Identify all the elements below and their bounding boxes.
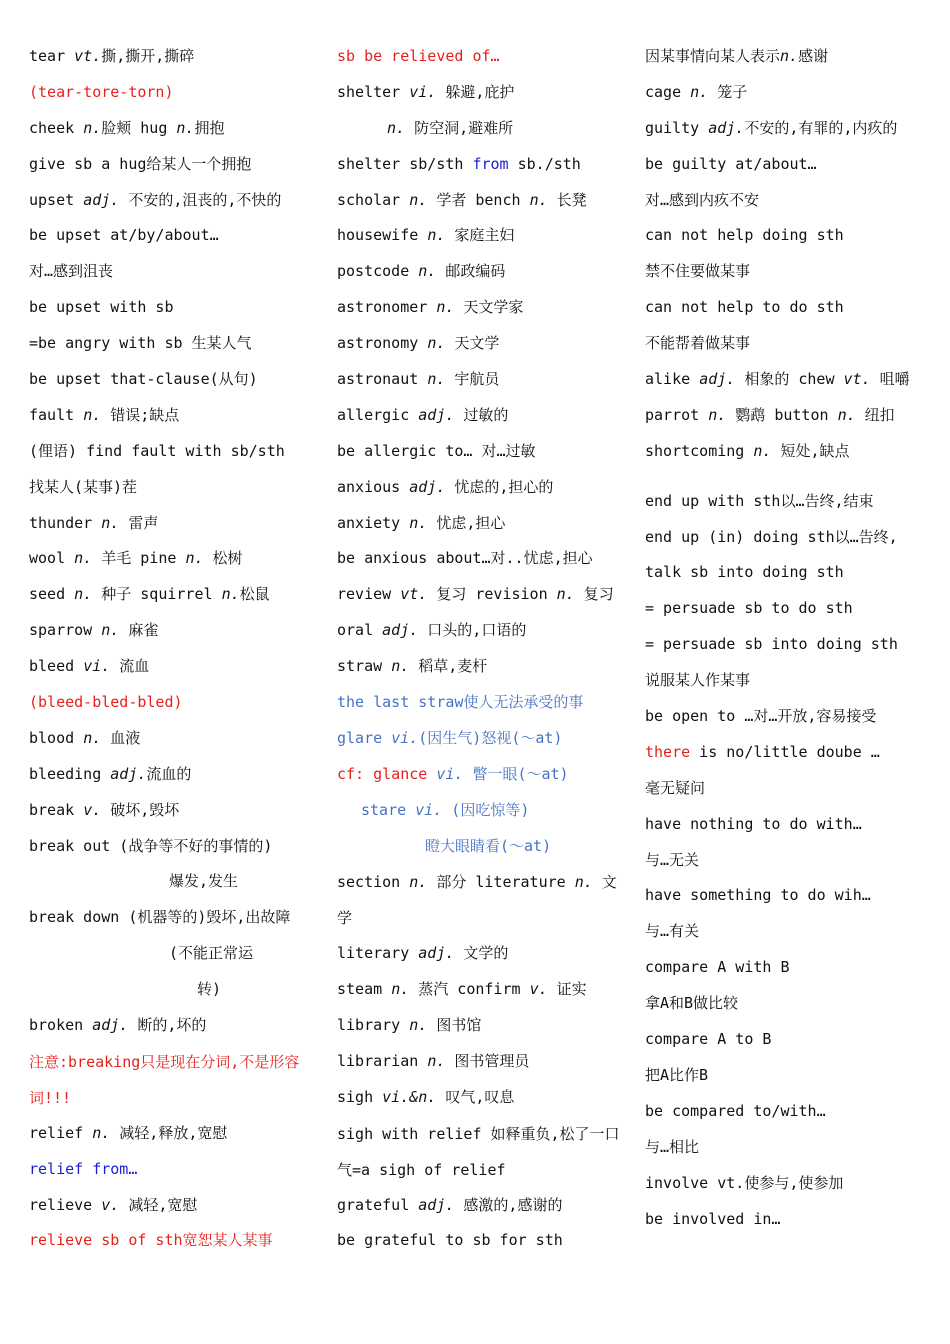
vocab-line: [29, 758, 319, 794]
vocab-segment: 防空洞,避难所: [405, 118, 514, 137]
vocab-line: [645, 736, 935, 772]
vocab-line: [29, 184, 319, 220]
vocab-segment: v.: [83, 800, 102, 819]
vocab-segment: wool: [29, 549, 75, 568]
vocab-line: [337, 76, 627, 112]
vocab-line: [29, 794, 319, 830]
vocab-segment: 部分 literature: [427, 873, 575, 892]
vocab-line: 把A比作B: [645, 1065, 709, 1084]
vocab-segment: n.: [387, 118, 406, 137]
vocab-line: sigh with relief 如释重负,松了一口气=a sigh of relief: [337, 1124, 620, 1179]
vocab-segment: n.: [690, 82, 709, 101]
vocab-line: 不能帮着做某事: [645, 334, 751, 353]
vocab-segment: from: [472, 154, 509, 173]
vocab-segment: v.: [101, 1195, 120, 1214]
vocab-segment: 流血的: [146, 764, 192, 783]
column-right: [645, 40, 935, 1238]
vocab-segment: parrot: [645, 405, 709, 424]
vocab-segment: 短处,缺点: [771, 441, 850, 460]
vocab-line: [337, 184, 627, 220]
vocab-segment: n.: [427, 334, 446, 353]
vocab-segment: 纽扣: [855, 405, 895, 424]
vocab-line: [29, 578, 319, 614]
vocab-line: involve vt.使参与,使参加: [645, 1173, 844, 1192]
vocab-segment: adj.: [418, 944, 455, 963]
vocab-line: 说服某人作某事: [645, 671, 751, 690]
vocab-segment: astronomy: [337, 334, 428, 353]
vocab-line: [337, 471, 627, 507]
vocab-segment: 邮政编码: [436, 262, 506, 281]
vocab-segment: broken: [29, 1016, 93, 1035]
vocab-line: relieve sb of sth宽恕某人某事: [29, 1231, 273, 1250]
vocab-line: = persuade sb to do sth: [645, 599, 853, 618]
vocab-line: be grateful to sb for sth: [337, 1231, 563, 1250]
vocab-segment: cf: glance: [337, 764, 437, 783]
vocab-segment: n.: [436, 298, 455, 317]
vocab-segment: 复习: [574, 585, 614, 604]
vocab-line: [337, 614, 627, 650]
vocab-segment: vi.: [415, 800, 443, 819]
vocab-segment: 不安的,沮丧的,不快的: [119, 190, 282, 209]
vocab-line: [645, 399, 935, 435]
vocab-segment: literary: [337, 944, 419, 963]
vocab-segment: grateful: [337, 1195, 419, 1214]
vocab-line: [645, 363, 935, 399]
vocab-segment: n.: [185, 549, 204, 568]
vocab-segment: n.: [83, 118, 102, 137]
vocab-segment: adj.: [699, 370, 736, 389]
vocab-segment: sparrow: [29, 621, 102, 640]
vocab-line: 注意:breaking只是现在分词,不是形容词!!!: [29, 1052, 300, 1107]
vocab-line: [337, 148, 627, 184]
vocab-segment: n.: [418, 262, 437, 281]
vocab-line: (俚语) find fault with sb/sth: [29, 441, 285, 460]
vocab-segment: adj.: [110, 764, 147, 783]
vocab-segment: adj.: [418, 1195, 455, 1214]
vocab-line: [29, 1009, 319, 1045]
vocab-segment: n.: [837, 405, 856, 424]
vocab-segment: steam: [337, 980, 392, 999]
vocab-segment: 长凳: [547, 190, 587, 209]
vocab-segment: 鹦鹉 button: [726, 405, 838, 424]
vocab-segment: fault: [29, 405, 84, 424]
vocab-segment: section: [337, 873, 410, 892]
vocab-line: [29, 614, 319, 650]
vocab-segment: anxious: [337, 477, 410, 496]
vocab-line: [337, 219, 627, 255]
vocab-segment: 断的,坏的: [128, 1016, 207, 1035]
vocab-segment: relief: [29, 1123, 93, 1142]
vocab-segment: 忧虑的,担心的: [445, 477, 554, 496]
vocab-line: be involved in…: [645, 1209, 781, 1228]
vocab-segment: sb./sth: [508, 154, 581, 173]
vocab-segment: adj.: [409, 477, 446, 496]
vocab-line: [29, 40, 319, 76]
vocab-segment: 松树: [203, 549, 243, 568]
vocab-segment: 复习 revision: [427, 585, 557, 604]
vocab-line: [337, 578, 627, 614]
vocab-segment: vi.: [391, 728, 419, 747]
vocab-line: [29, 542, 319, 578]
vocab-segment: adj.: [418, 405, 455, 424]
vocab-line: = persuade sb into doing sth: [645, 635, 898, 654]
vocab-line: [337, 650, 627, 686]
vocab-line: [645, 76, 935, 112]
vocab-line: [337, 327, 627, 363]
vocab-segment: n.: [409, 873, 428, 892]
vocab-segment: astronomer: [337, 298, 437, 317]
vocab-segment: n.: [83, 405, 102, 424]
vocab-segment: shortcoming: [645, 441, 754, 460]
vocab-segment: cheek: [29, 118, 84, 137]
vocab-segment: cage: [645, 82, 691, 101]
vocab-line: end up with sth以…告终,结束: [645, 491, 874, 510]
vocab-segment: n.: [556, 585, 575, 604]
vocab-segment: 减轻,宽慰: [119, 1195, 198, 1214]
vocab-line: (bleed-bled-bled): [29, 693, 183, 712]
vocab-line: [337, 255, 627, 291]
vocab-segment: alike: [645, 370, 700, 389]
vocab-line: 拿A和B做比较: [645, 994, 739, 1013]
vocab-segment: housewife: [337, 226, 428, 245]
vocab-segment: 感谢: [798, 47, 829, 65]
vocab-line: 与…有关: [645, 922, 700, 941]
vocab-segment: scholar: [337, 190, 410, 209]
vocab-line: 瞪大眼睛看(～at): [425, 836, 552, 855]
vocab-segment: n.: [92, 1123, 111, 1142]
vocab-segment: 稻草,麦杆: [409, 657, 488, 676]
vocab-segment: bleeding: [29, 764, 111, 783]
vocab-line: (tear-tore-torn): [29, 82, 174, 101]
vocab-segment: n.: [780, 47, 799, 65]
vocab-segment: astronaut: [337, 370, 428, 389]
vocab-segment: 破坏,毁坏: [101, 800, 180, 819]
vocab-segment: adj.: [92, 1016, 129, 1035]
vocab-line: break out (战争等不好的事情的): [29, 836, 273, 855]
vocab-segment: review: [337, 585, 401, 604]
vocab-segment: n.: [427, 1051, 446, 1070]
vocab-segment: 相象的 chew: [735, 370, 844, 389]
vocab-line: [337, 363, 627, 399]
vocab-line: can not help to do sth: [645, 298, 844, 317]
vocab-line: [29, 650, 319, 686]
vocab-line: be compared to/with…: [645, 1101, 826, 1120]
vocab-line: be upset with sb: [29, 298, 174, 317]
vocab-line: [29, 722, 319, 758]
vocab-segment: 家庭主妇: [445, 226, 515, 245]
vocab-segment: seed: [29, 585, 75, 604]
vocab-line: compare A with B: [645, 958, 790, 977]
vocab-segment: 因某事情向某人表示: [645, 47, 781, 65]
vocab-line: [645, 40, 935, 76]
vocab-line: [337, 291, 627, 327]
vocab-line: 毫无疑问: [645, 778, 706, 797]
vocab-line: relief from…: [29, 1159, 138, 1178]
vocab-segment: upset: [29, 190, 84, 209]
vocab-segment: 减轻,释放,宽慰: [110, 1123, 228, 1142]
vocab-segment: 流血: [110, 657, 150, 676]
vocab-segment: break: [29, 800, 84, 819]
vocab-segment: n.: [708, 405, 727, 424]
vocab-segment: n.: [409, 190, 428, 209]
vocab-line: [337, 112, 627, 148]
vocab-segment: (因吃惊等): [442, 800, 530, 819]
vocab-segment: n.: [74, 549, 93, 568]
vocab-segment: 麻雀: [119, 621, 159, 640]
vocab-segment: oral: [337, 621, 383, 640]
vocab-line: [29, 399, 319, 435]
vocab-segment: postcode: [337, 262, 419, 281]
vocab-line: 与…相比: [645, 1137, 700, 1156]
vocab-line: =be angry with sb 生某人气: [29, 334, 252, 353]
vocab-segment: there: [645, 742, 691, 761]
vocab-line: can not help doing sth: [645, 226, 844, 245]
column-middle: [337, 40, 627, 1260]
vocab-segment: adj.: [708, 118, 745, 137]
vocab-segment: adj.: [382, 621, 419, 640]
vocab-line: the last straw使人无法承受的事: [337, 693, 584, 712]
vocab-segment: n.: [391, 657, 410, 676]
vocab-segment: 学者 bench: [427, 190, 530, 209]
vocab-line: 转): [197, 980, 222, 999]
vocab-segment: glare: [337, 728, 392, 747]
vocab-line: 找某人(某事)茬: [29, 477, 138, 496]
vocab-segment: library: [337, 1016, 410, 1035]
column-left: [29, 40, 319, 1260]
vocab-line: end up (in) doing sth以…告终,: [645, 527, 898, 546]
blank-line: [645, 471, 935, 485]
vocab-segment: n.: [529, 190, 548, 209]
vocab-line: be open to …对…开放,容易接受: [645, 707, 877, 726]
vocab-segment: 天文学家: [454, 298, 524, 317]
vocab-line: [29, 507, 319, 543]
vocab-segment: n.: [409, 1016, 428, 1035]
vocab-segment: vi.: [436, 764, 464, 783]
vocab-line: 与…无关: [645, 850, 700, 869]
vocab-segment: 撕,撕开,撕碎: [101, 47, 195, 65]
vocab-segment: 脸颊 hug: [101, 118, 177, 137]
vocab-line: [29, 1117, 319, 1153]
vocab-segment: n.: [101, 621, 120, 640]
vocab-segment: 叹气,叹息: [436, 1087, 515, 1106]
vocab-line: [337, 758, 627, 794]
vocab-line: [337, 722, 627, 758]
vocab-line: [337, 1189, 627, 1225]
vocab-line: have something to do wih…: [645, 886, 871, 905]
vocab-segment: vt.: [74, 47, 102, 65]
vocab-segment: 文学的: [454, 944, 509, 963]
vocab-segment: anxiety: [337, 513, 410, 532]
vocab-line: [645, 435, 935, 471]
vocab-segment: 图书管理员: [445, 1051, 530, 1070]
vocab-segment: n.: [409, 513, 428, 532]
vocab-segment: v.: [529, 980, 548, 999]
vocab-line: give sb a hug给某人一个拥抱: [29, 154, 252, 173]
vocab-segment: straw: [337, 657, 392, 676]
vocab-segment: (因生气)怒视(～at): [418, 728, 563, 747]
vocab-segment: 天文学: [445, 334, 500, 353]
vocab-segment: shelter: [337, 82, 410, 101]
vocab-segment: 忧虑,担心: [427, 513, 506, 532]
vocab-segment: sigh: [337, 1087, 383, 1106]
vocab-line: [337, 865, 627, 937]
vocab-line: be allergic to… 对…过敏: [337, 441, 536, 460]
vocab-segment: 不安的,有罪的,内疚的: [744, 118, 898, 137]
vocab-segment: vi.&n.: [382, 1087, 437, 1106]
vocab-line: break down (机器等的)毁坏,出故障: [29, 908, 291, 927]
vocab-segment: n.: [427, 226, 446, 245]
vocab-segment: n.: [574, 873, 593, 892]
vocab-line: [337, 937, 627, 973]
vocab-segment: n.: [427, 370, 446, 389]
vocab-segment: guilty: [645, 118, 709, 137]
vocab-line: [337, 794, 627, 830]
vocab-line: [337, 1009, 627, 1045]
vocab-segment: vi.: [409, 82, 437, 101]
vocab-line: [337, 973, 627, 1009]
vocab-segment: 笼子: [708, 82, 748, 101]
vocab-segment: 过敏的: [454, 405, 509, 424]
vocab-segment: n.: [753, 441, 772, 460]
vocab-segment: 雷声: [119, 513, 159, 532]
vocab-line: [29, 112, 319, 148]
vocab-segment: blood: [29, 728, 84, 747]
vocab-segment: 错误;缺点: [101, 405, 180, 424]
vocab-segment: vt.: [843, 370, 871, 389]
vocab-line: [337, 399, 627, 435]
vocab-line: 爆发,发生: [169, 872, 239, 891]
vocab-segment: 松鼠: [239, 585, 270, 604]
vocab-segment: 证实: [547, 980, 587, 999]
vocab-line: have nothing to do with…: [645, 814, 862, 833]
vocab-segment: n.: [83, 728, 102, 747]
vocab-segment: 瞥一眼(～at): [463, 764, 569, 783]
vocab-segment: vt.: [400, 585, 428, 604]
vocab-segment: adj.: [83, 190, 120, 209]
vocab-segment: 种子 squirrel: [92, 585, 222, 604]
vocab-segment: relieve: [29, 1195, 102, 1214]
vocab-line: [337, 1045, 627, 1081]
vocab-line: 禁不住要做某事: [645, 262, 751, 281]
vocab-line: [29, 1189, 319, 1225]
vocab-line: be guilty at/about…: [645, 154, 817, 173]
vocab-segment: stare: [361, 800, 416, 819]
vocab-segment: tear: [29, 47, 75, 65]
vocab-line: [337, 507, 627, 543]
vocab-segment: 羊毛 pine: [92, 549, 186, 568]
vocab-line: talk sb into doing sth: [645, 563, 844, 582]
vocab-segment: 拥抱: [194, 118, 225, 137]
vocab-line: 对…感到内疚不安: [645, 190, 760, 209]
vocab-line: [337, 1081, 627, 1117]
vocab-segment: 宇航员: [445, 370, 500, 389]
vocab-segment: is no/little doube …: [690, 742, 880, 761]
vocab-line: be anxious about…对..忧虑,担心: [337, 549, 593, 568]
vocab-segment: 图书馆: [427, 1016, 482, 1035]
vocab-line: (不能正常运: [169, 944, 254, 963]
vocab-segment: n.: [391, 980, 410, 999]
vocab-segment: n.: [74, 585, 93, 604]
vocab-segment: shelter sb/sth: [337, 154, 473, 173]
vocab-segment: 血液: [101, 728, 141, 747]
vocab-line: be upset that-clause(从句): [29, 370, 258, 389]
vocab-segment: n.: [221, 585, 240, 604]
vocab-segment: allergic: [337, 405, 419, 424]
vocab-segment: librarian: [337, 1051, 428, 1070]
vocab-segment: 感激的,感谢的: [454, 1195, 563, 1214]
vocab-segment: thunder: [29, 513, 102, 532]
vocab-segment: n.: [101, 513, 120, 532]
vocab-line: sb be relieved of…: [337, 47, 500, 65]
vocab-segment: 咀嚼: [870, 370, 910, 389]
vocab-line: compare A to B: [645, 1030, 772, 1049]
vocab-line: [645, 112, 935, 148]
vocab-segment: vi.: [83, 657, 111, 676]
vocab-segment: 口头的,口语的: [418, 621, 527, 640]
vocab-segment: n.: [176, 118, 195, 137]
vocab-segment: bleed: [29, 657, 84, 676]
vocab-line: be upset at/by/about…: [29, 226, 219, 245]
vocab-line: 对…感到沮丧: [29, 262, 114, 281]
vocab-segment: 躲避,庇护: [436, 82, 515, 101]
vocab-segment: 文学: [337, 873, 617, 928]
vocab-segment: 蒸汽 confirm: [409, 980, 530, 999]
